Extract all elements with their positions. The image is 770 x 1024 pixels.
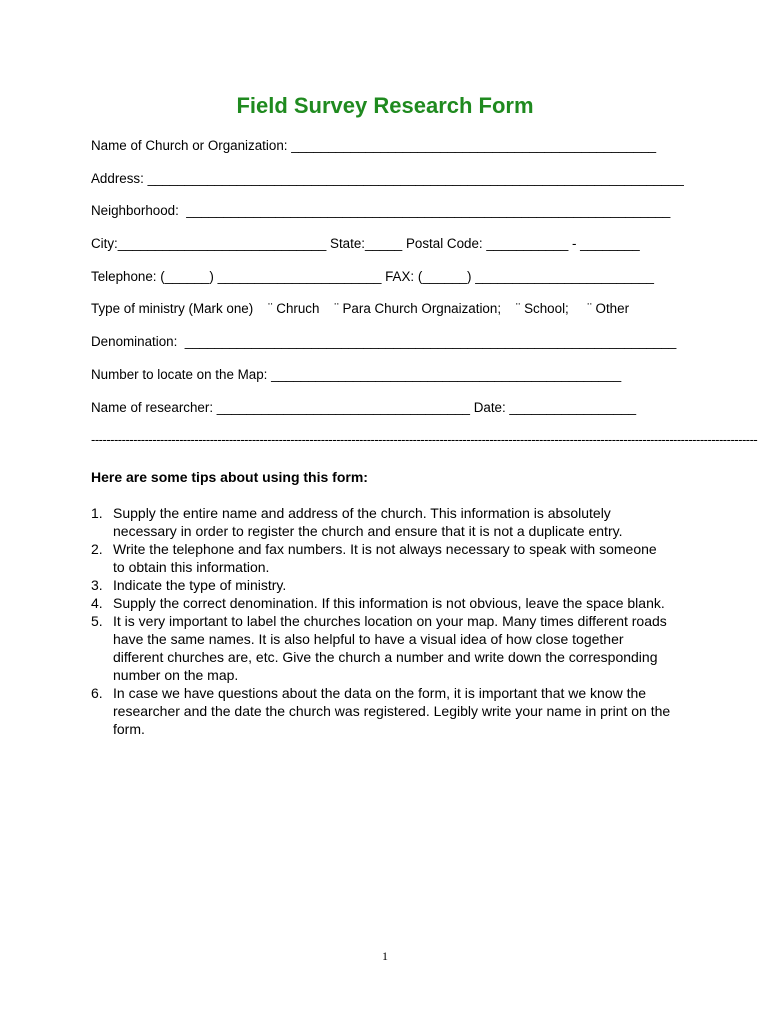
list-item: 1. Supply the entire name and address of the church. This information is absolutely necessary in order to register the church and ensure that it is not a duplicate entry. [91,505,623,539]
ministry-type-options[interactable]: Type of ministry (Mark one) ¨ Chruch ¨ Para Church Orgnaization; ¨ School; ¨ Other [91,301,630,316]
list-item: 2. Write the telephone and fax numbers. It is not always necessary to speak with someone to obtain this information. [91,541,657,575]
list-item: 3. Indicate the type of ministry. [91,577,287,593]
church-name-field[interactable]: Name of Church or Organization: _________________________________________________ [91,138,657,153]
page-number: 1 [382,949,388,963]
address-field[interactable]: Address: ________________________________________________________________________ [91,171,684,186]
neighborhood-field[interactable]: Neighborhood: _________________________________________________________________ [91,203,671,218]
telephone-fax-field[interactable]: Telephone: (______) ______________________ FAX: (______) ________________________ [91,269,654,284]
separator-line: ------------------------------------------------------------------------------------------------------------------------------------------------------------------------------ [91,432,758,447]
tips-list [91,504,671,738]
map-number-field[interactable]: Number to locate on the Map: _______________________________________________ [91,367,622,382]
list-item: 4. Supply the correct denomination. If this information is not obvious, leave the space blank. [91,595,665,611]
list-item: 5. It is very important to label the churches location on your map. Many times different roads have the same names. It is also helpful to have a visual idea of how close together different churches are, etc. Give the church a number and write down the corresponding number on the map. [91,613,667,683]
page-title: Field Survey Research Form [236,93,534,118]
list-item: 6. In case we have questions about the data on the form, it is important that we know the researcher and the date the church was registered. Legibly write your name in print on the form. [91,685,671,737]
city-state-postal-field[interactable]: City:____________________________ State:_____ Postal Code: ___________ - ________ [91,236,640,251]
researcher-date-field[interactable]: Name of researcher: __________________________________ Date: _________________ [91,400,637,415]
tips-heading: Here are some tips about using this form: [91,469,368,485]
denomination-field[interactable]: Denomination: __________________________________________________________________ [91,334,677,349]
